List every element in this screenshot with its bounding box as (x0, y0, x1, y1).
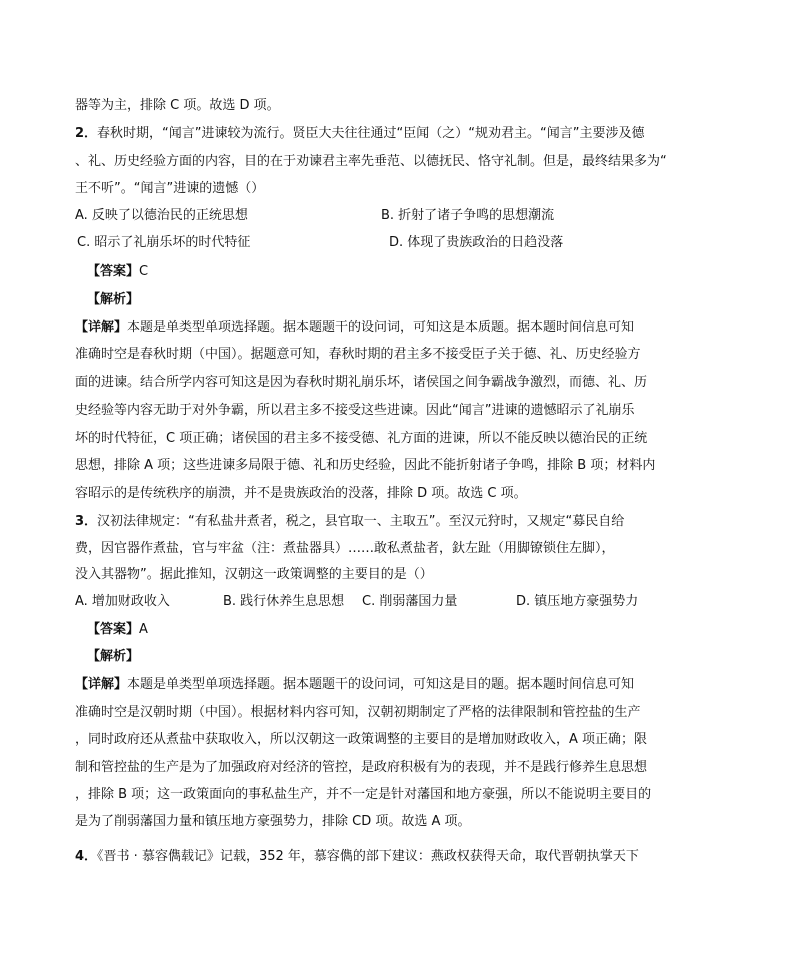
text-line: 费，因官器作煮盐，官与牢盆（注：煮盐器具）……敢私煮盐者，釱左趾（用脚镣锁住左脚）， (75, 541, 615, 556)
option-a: A. 反映了以德治民的正统思想 (75, 208, 248, 223)
text-line: 《晋书 · 慕容儁载记》记载，352 年，慕容儁的部下建议：燕政权获得天命，取代晋朝执掌天下 (97, 849, 639, 864)
text-line: 器等为主，排除 C 项。故选 D 项。 (75, 98, 280, 113)
option-d: D. 体现了贵族政治的日趋没落 (389, 235, 564, 250)
answer-line (87, 622, 148, 638)
question-number: 3． (75, 514, 98, 529)
text-line: 没入其器物”。据此推知，汉朝这一政策调整的主要目的是（） (75, 567, 433, 582)
answer-tag: 【答案】 (87, 264, 140, 279)
text-line: 本题是单类型单项选择题。据本题题干的设问词，可知这是本质题。据本题时间信息可知 (127, 320, 635, 335)
text-line: 思想，排除 A 项；这些进谏多局限于德、礼和历史经验，因此不能折射诸子争鸣，排除 B 项；材料内 (75, 458, 656, 473)
text-line: 面的进谏。结合所学内容可知这是因为春秋时期礼崩乐坏，诸侯国之间争霸战争激烈，而德、礼、历 (75, 375, 648, 390)
text-line: 是为了削弱藩国力量和镇压地方豪强势力，排除 CD 项。故选 A 项。 (75, 814, 471, 829)
text-line: 汉初法律规定：“有私盐井煮者，税之，县官取一、主取五”。至汉元狩时，又规定“募民自给 (97, 514, 625, 529)
text-line: 本题是单类型单项选择题。据本题题干的设问词，可知这是目的题。据本题时间信息可知 (127, 677, 635, 692)
option-d: D. 镇压地方豪强势力 (516, 594, 639, 609)
text-line: 制和管控盐的生产是为了加强政府对经济的管控，是政府积极有为的表现，并不是践行修养生息思想 (75, 760, 648, 775)
option-b: B. 践行休养生息思想 (223, 594, 345, 609)
detail-tag: 【详解】 (75, 677, 128, 692)
question-3-stem (75, 514, 624, 530)
detail-line (75, 320, 634, 336)
text-line: 史经验等内容无助于对外争霸，所以君主多不接受这些进谏。因此“闻言”进谏的遗憾昭示了礼崩乐 (75, 403, 635, 418)
analysis-tag: 【解析】 (87, 649, 140, 664)
option-c: C. 昭示了礼崩乐坏的时代特征 (77, 235, 251, 250)
answer-value: C (139, 264, 149, 279)
answer-line (87, 264, 148, 280)
text-line: 王不听”。“闻言”进谏的遗憾（） (75, 181, 265, 196)
text-line: 、礼、历史经验方面的内容，目的在于劝谏君主率先垂范、以德抚民、恪守礼制。但是，最终结果多为“ (75, 154, 667, 169)
question-number: 4． (75, 849, 98, 864)
analysis-tag: 【解析】 (87, 292, 140, 307)
text-line: 容昭示的是传统秩序的崩溃，并不是贵族政治的没落，排除 D 项。故选 C 项。 (75, 486, 527, 501)
option-a: A. 增加财政收入 (75, 594, 170, 609)
text-line: 准确时空是汉朝时期（中国）。根据材料内容可知，汉朝初期制定了严格的法律限制和管控盐的生产 (75, 705, 641, 720)
answer-value: A (139, 622, 148, 637)
text-line: 准确时空是春秋时期（中国）。据题意可知，春秋时期的君主多不接受臣子关于德、礼、历史经验方 (75, 347, 641, 362)
text-line: 坏的时代特征，C 项正确；诸侯国的君主多不接受德、礼方面的进谏，所以不能反映以德治民的正统 (75, 431, 648, 446)
text-line: 春秋时期，“闻言”进谏较为流行。贤臣大夫往往通过“臣闻（之）“规劝君主。“闻言”主要涉及德 (97, 126, 645, 141)
text-line: ，同时政府还从煮盐中获取收入，所以汉朝这一政策调整的主要目的是增加财政收入，A 项正确；限 (75, 732, 648, 747)
text-line: ，排除 B 项；这一政策面向的事私盐生产，并不一定是针对藩国和地方豪强，所以不能说明主要目的 (75, 787, 652, 802)
detail-tag: 【详解】 (75, 320, 128, 335)
option-c: C. 削弱藩国力量 (362, 594, 458, 609)
question-number: 2． (75, 126, 98, 141)
option-b: B. 折射了诸子争鸣的思想潮流 (381, 208, 555, 223)
answer-tag: 【答案】 (87, 622, 140, 637)
detail-line (75, 677, 634, 693)
question-2-stem (75, 126, 644, 142)
question-4-stem (75, 849, 639, 865)
